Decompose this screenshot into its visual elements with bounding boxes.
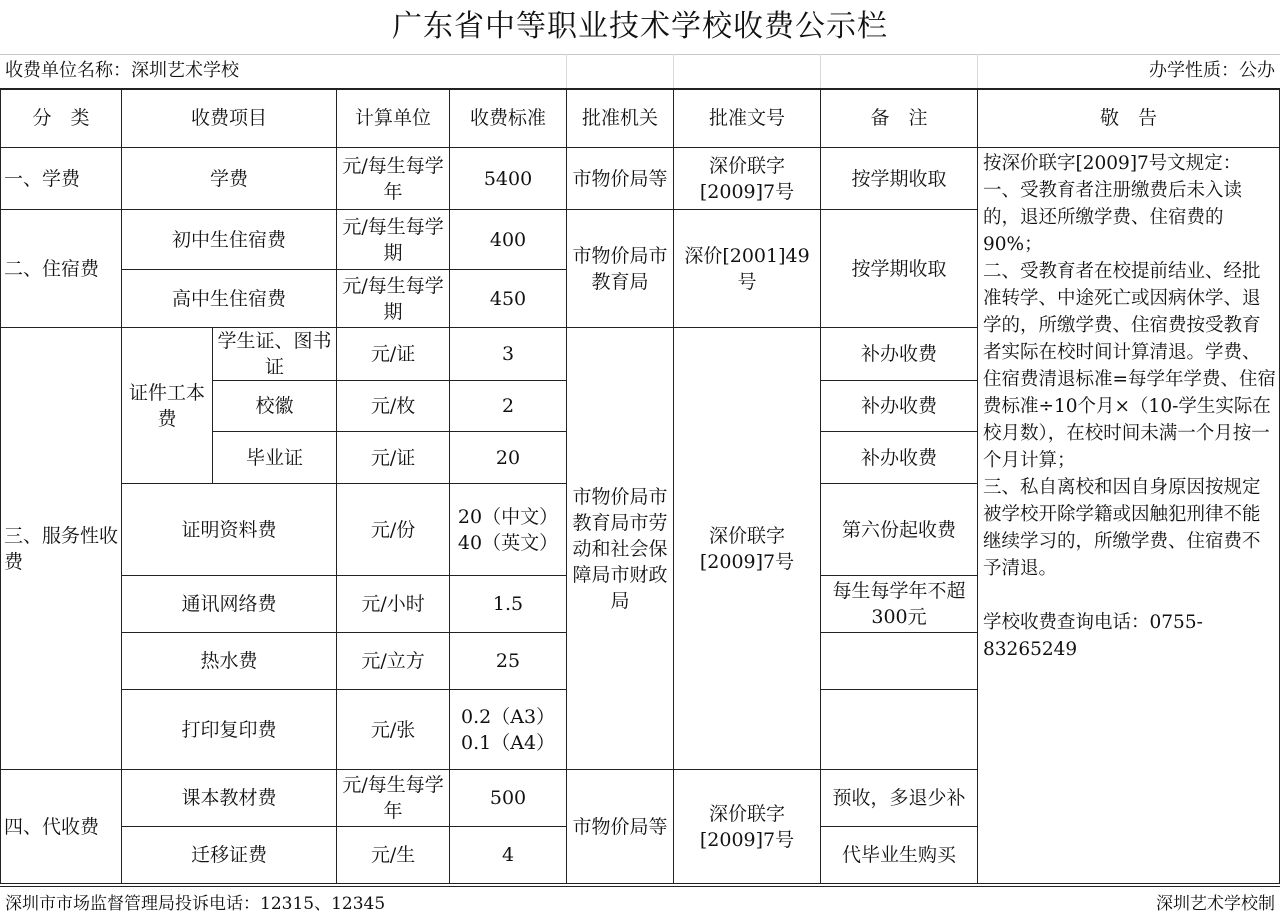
fee-item: 热水费 bbox=[122, 633, 337, 690]
notice-phone: 学校收费查询电话：0755-83265249 bbox=[983, 612, 1203, 660]
fee-doc-number: 深价联字[2009]7号 bbox=[674, 770, 821, 884]
fee-unit: 元/每生每学期 bbox=[337, 210, 450, 270]
fee-standard: 500 bbox=[450, 770, 567, 827]
fee-unit: 元/证 bbox=[337, 328, 450, 381]
fee-remark: 按学期收取 bbox=[821, 148, 978, 210]
fee-item: 学生证、图书证 bbox=[213, 328, 337, 381]
standard-chinese: 20（中文） bbox=[457, 505, 559, 528]
footer-row bbox=[0, 886, 1280, 921]
fee-remark bbox=[821, 633, 978, 690]
table-row bbox=[1, 148, 1280, 210]
fee-unit: 元/每生每学期 bbox=[337, 270, 450, 328]
fee-standard: 450 bbox=[450, 270, 567, 328]
header-unit: 计算单位 bbox=[337, 89, 450, 148]
fee-unit: 元/每生每学年 bbox=[337, 770, 450, 827]
header-category: 分 类 bbox=[1, 89, 122, 148]
school-unit-name: 收费单位名称：深圳艺术学校 bbox=[5, 60, 239, 81]
fee-item: 通讯网络费 bbox=[122, 576, 337, 633]
category-agency: 四、代收费 bbox=[1, 770, 122, 884]
fee-standard bbox=[450, 484, 567, 576]
gridline bbox=[566, 54, 567, 88]
gridline bbox=[673, 54, 674, 88]
fee-standard: 25 bbox=[450, 633, 567, 690]
category-service: 三、服务性收费 bbox=[1, 328, 122, 770]
complaint-phone: 深圳市市场监督管理局投诉电话：12315、12345 bbox=[5, 894, 386, 914]
fee-item: 课本教材费 bbox=[122, 770, 337, 827]
school-nature: 办学性质：公办 bbox=[1149, 60, 1275, 81]
fee-unit: 元/证 bbox=[337, 432, 450, 484]
category-tuition: 一、学费 bbox=[1, 148, 122, 210]
maker-label: 深圳艺术学校制 bbox=[1156, 894, 1275, 914]
fee-standard: 1.5 bbox=[450, 576, 567, 633]
gridline bbox=[820, 54, 821, 88]
standard-a3: 0.2（A3） bbox=[461, 705, 556, 728]
fee-authority: 市物价局市教育局 bbox=[567, 210, 674, 328]
notice-intro: 按深价联字[2009]7号文规定： bbox=[983, 153, 1242, 174]
fee-item: 证明资料费 bbox=[122, 484, 337, 576]
fee-item: 迁移证费 bbox=[122, 827, 337, 884]
fee-authority: 市物价局等 bbox=[567, 148, 674, 210]
fee-remark: 代毕业生购买 bbox=[821, 827, 978, 884]
fee-unit: 元/生 bbox=[337, 827, 450, 884]
fee-unit: 元/枚 bbox=[337, 381, 450, 432]
fee-standard bbox=[450, 690, 567, 770]
notice-clause-2: 二、受教育者在校提前结业、经批准转学、中途死亡或因病休学、退学的，所缴学费、住宿费按受教育者实际在校时间计算清退。学费、住宿费清退标准=每学年学费、住宿费标准÷10个月×（10-学生实际在校月数），在校时间未满一个月按一个月计算； bbox=[983, 261, 1277, 471]
fee-item: 初中生住宿费 bbox=[122, 210, 337, 270]
header-item: 收费项目 bbox=[122, 89, 337, 148]
fee-remark: 补办收费 bbox=[821, 432, 978, 484]
fee-standard: 5400 bbox=[450, 148, 567, 210]
fee-doc-number: 深价[2001]49号 bbox=[674, 210, 821, 328]
fee-remark bbox=[821, 690, 978, 770]
fee-item: 高中生住宿费 bbox=[122, 270, 337, 328]
notice-cell bbox=[978, 148, 1280, 884]
standard-english: 40（英文） bbox=[457, 531, 559, 554]
fee-doc-number: 深价联字[2009]7号 bbox=[674, 148, 821, 210]
standard-a4: 0.1（A4） bbox=[461, 731, 556, 754]
fee-unit: 元/张 bbox=[337, 690, 450, 770]
fee-remark: 按学期收取 bbox=[821, 210, 978, 328]
fee-standard: 20 bbox=[450, 432, 567, 484]
fee-remark: 补办收费 bbox=[821, 328, 978, 381]
cert-group-label: 证件工本费 bbox=[122, 328, 213, 484]
fee-standard: 3 bbox=[450, 328, 567, 381]
fee-unit: 元/小时 bbox=[337, 576, 450, 633]
gridline bbox=[977, 54, 978, 88]
fee-standard: 400 bbox=[450, 210, 567, 270]
fee-item: 校徽 bbox=[213, 381, 337, 432]
fee-item: 打印复印费 bbox=[122, 690, 337, 770]
fee-item: 毕业证 bbox=[213, 432, 337, 484]
header-authority: 批准机关 bbox=[567, 89, 674, 148]
header-notice: 敬 告 bbox=[978, 89, 1280, 148]
header-standard: 收费标准 bbox=[450, 89, 567, 148]
fee-item: 学费 bbox=[122, 148, 337, 210]
fee-remark: 补办收费 bbox=[821, 381, 978, 432]
header-remark: 备 注 bbox=[821, 89, 978, 148]
fee-unit: 元/立方 bbox=[337, 633, 450, 690]
fee-remark: 第六份起收费 bbox=[821, 484, 978, 576]
notice-clause-3: 三、私自离校和因自身原因按规定被学校开除学籍或因触犯刑律不能继续学习的，所缴学费、住宿费不予清退。 bbox=[983, 477, 1261, 579]
fee-standard: 4 bbox=[450, 827, 567, 884]
page-title: 广东省中等职业技术学校收费公示栏 bbox=[0, 0, 1280, 55]
fee-doc-number: 深价联字[2009]7号 bbox=[674, 328, 821, 770]
fee-authority: 市物价局等 bbox=[567, 770, 674, 884]
notice-clause-1: 一、受教育者注册缴费后未入读的，退还所缴学费、住宿费的90%； bbox=[983, 180, 1243, 255]
fee-unit: 元/每生每学年 bbox=[337, 148, 450, 210]
fee-table bbox=[0, 88, 1280, 884]
fee-remark: 每生每学年不超300元 bbox=[821, 576, 978, 633]
info-row bbox=[0, 54, 1280, 90]
fee-remark: 预收，多退少补 bbox=[821, 770, 978, 827]
header-row bbox=[1, 89, 1280, 148]
category-lodging: 二、住宿费 bbox=[1, 210, 122, 328]
fee-authority: 市物价局市教育局市劳动和社会保障局市财政局 bbox=[567, 328, 674, 770]
header-doc-number: 批准文号 bbox=[674, 89, 821, 148]
fee-unit: 元/份 bbox=[337, 484, 450, 576]
fee-standard: 2 bbox=[450, 381, 567, 432]
